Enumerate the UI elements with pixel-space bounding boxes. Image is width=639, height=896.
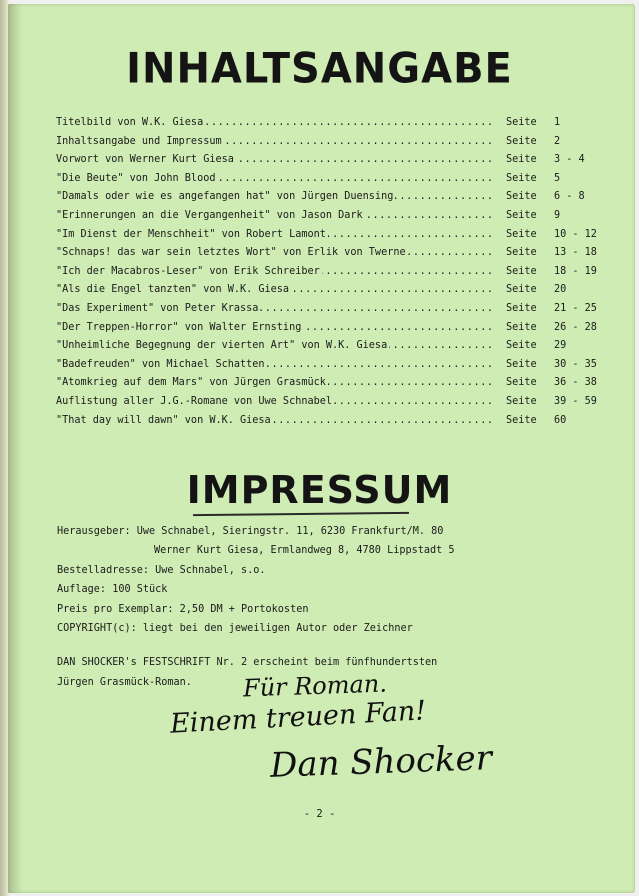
toc-seite-label: Seite [506, 135, 537, 147]
toc-seite-label: Seite [506, 191, 537, 203]
toc-page-range: 26 - 28 [554, 321, 597, 333]
toc-seite-label: Seite [506, 321, 537, 333]
impressum-order-address: Bestelladresse: Uwe Schnabel, s.o. [57, 564, 266, 576]
toc-entry-title: "Das Experiment" von Peter Krassa [56, 302, 259, 314]
handwritten-dedication-line-2: Einem treuen Fan! [169, 695, 427, 740]
toc-page-range: 18 - 19 [554, 265, 597, 277]
publication-notice-line-2: Jürgen Grasmück-Roman. [57, 676, 192, 688]
impressum-publisher-line-1: Herausgeber: Uwe Schnabel, Sieringstr. 11, 6230 Frankfurt/M. 80 [57, 526, 444, 537]
toc-entry-title: "Unheimliche Begegnung der vierten Art" von W.K. Giesa [56, 340, 388, 352]
toc-row [56, 265, 597, 285]
toc-seite-label: Seite [506, 117, 537, 128]
toc-row [56, 340, 576, 359]
toc-row [56, 210, 576, 229]
toc-row [56, 191, 585, 210]
impressum-heading: IMPRESSUM [186, 468, 453, 512]
toc-entry-title: "Als die Engel tanzten" von W.K. Giesa [56, 284, 290, 296]
toc-page-range: 21 - 25 [554, 302, 597, 314]
toc-row [56, 136, 576, 155]
toc-entry-title: "Badefreuden" von Michael Schatten [56, 358, 265, 370]
toc-row [56, 415, 576, 434]
toc-row [56, 117, 576, 136]
table-of-contents [56, 117, 597, 433]
toc-page-range: 20 [554, 284, 567, 296]
toc-page-range: 39 - 59 [554, 395, 597, 407]
impressum-block [57, 526, 455, 696]
toc-row [56, 321, 597, 341]
toc-seite-label: Seite [506, 209, 537, 221]
toc-row [56, 247, 597, 266]
toc-page-range: 3 - 4 [554, 154, 585, 166]
toc-entry-title: "Erinnerungen an die Vergangenheit" von Jason Dark [56, 209, 363, 221]
toc-row [56, 302, 597, 322]
toc-row [56, 395, 597, 415]
toc-page-range: 6 - 8 [554, 191, 585, 203]
toc-page-range: 2 [554, 135, 561, 147]
publication-notice-line-1: DAN SHOCKER's FESTSCHRIFT Nr. 2 erscheint beim fünfhundertsten [57, 657, 438, 669]
toc-entry-title: "Der Treppen-Horror" von Walter Ernsting [56, 321, 302, 333]
toc-seite-label: Seite [506, 395, 537, 407]
toc-row [56, 358, 597, 378]
toc-page-range: 9 [554, 209, 561, 221]
handwritten-signature: Dan Shocker [269, 738, 493, 786]
toc-page-range: 10 - 12 [554, 228, 597, 240]
toc-seite-label: Seite [506, 247, 537, 259]
toc-entry-title: "That day will dawn" von W.K. Giesa [56, 414, 271, 426]
toc-entry-title: "Die Beute" von John Blood [56, 172, 216, 184]
toc-entry-title: "Damals oder wie es angefangen hat" von Jürgen Duensing [56, 191, 394, 203]
toc-page-range: 36 - 38 [554, 377, 597, 389]
toc-seite-label: Seite [506, 228, 537, 240]
toc-seite-label: Seite [506, 284, 537, 296]
toc-page-range: 13 - 18 [554, 247, 597, 259]
toc-entry-title: "Im Dienst der Menschheit" von Robert Lamont [56, 228, 326, 240]
toc-page-range: 29 [554, 340, 567, 352]
toc-seite-label: Seite [506, 340, 537, 352]
toc-seite-label: Seite [506, 265, 537, 277]
toc-page-range: 30 - 35 [554, 358, 597, 370]
toc-seite-label: Seite [506, 154, 537, 166]
toc-seite-label: Seite [506, 358, 537, 370]
toc-entry-title: "Schnaps! das war sein letztes Wort" von Erlik von Twerne [56, 247, 406, 259]
impressum-copyright: COPYRIGHT(c): liegt bei den jeweiligen Autor oder Zeichner [57, 622, 413, 634]
toc-entry-title: Vorwort von Werner Kurt Giesa [56, 154, 234, 166]
toc-entry-title: Auflistung aller J.G.-Romane von Uwe Schnabel [56, 395, 333, 407]
page-binding-shadow [8, 4, 22, 893]
impressum-print-run: Auflage: 100 Stück [57, 584, 168, 596]
impressum-publisher-line-2: Werner Kurt Giesa, Ermlandweg 8, 4780 Lippstadt 5 [154, 545, 455, 557]
toc-seite-label: Seite [506, 414, 537, 426]
toc-seite-label: Seite [506, 377, 537, 389]
toc-entry-title: "Atomkrieg auf dem Mars" von Jürgen Grasmück [56, 377, 326, 389]
toc-row [56, 377, 597, 396]
toc-row [56, 228, 597, 248]
handwritten-dedication-line-1: Für Roman. [242, 669, 388, 703]
toc-page-range: 1 [554, 117, 561, 128]
toc-entry-title: "Ich der Macabros-Leser" von Erik Schreiber [56, 265, 320, 277]
toc-seite-label: Seite [506, 172, 537, 184]
page-number: - 2 - [303, 808, 336, 820]
toc-page-range: 60 [554, 414, 567, 426]
page-title: INHALTSANGABE [126, 44, 513, 94]
toc-row [56, 284, 576, 303]
toc-row [56, 173, 576, 192]
toc-entry-title: Titelbild von W.K. Giesa [56, 117, 204, 128]
impressum-price: Preis pro Exemplar: 2,50 DM + Portokosten [57, 603, 309, 615]
toc-seite-label: Seite [506, 302, 537, 314]
toc-page-range: 5 [554, 172, 561, 184]
toc-entry-title: Inhaltsangabe und Impressum [56, 135, 222, 147]
toc-row [56, 154, 585, 173]
